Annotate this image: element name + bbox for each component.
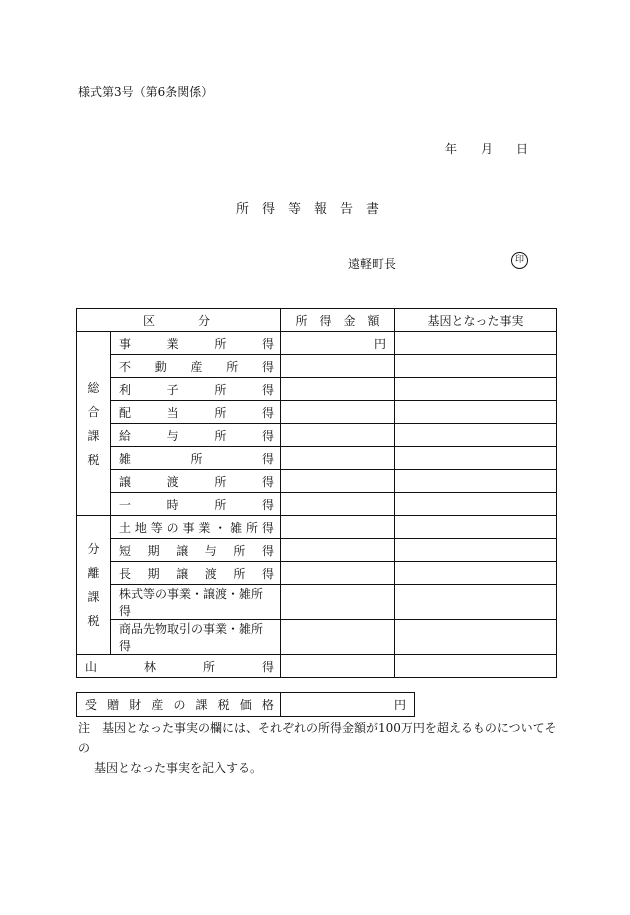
label-char: 事 <box>182 520 195 535</box>
title-char: 書 <box>366 202 380 217</box>
group-label-char: 総 <box>87 380 100 395</box>
label-char: 所 <box>246 520 259 535</box>
label-char: 雑 <box>230 520 243 535</box>
group-label-char: 離 <box>87 566 100 580</box>
label-char: 不 <box>119 359 132 374</box>
group-label-char: 分 <box>87 542 100 556</box>
label-char: 給 <box>119 428 132 443</box>
table-row <box>77 378 557 401</box>
label-char: 利 <box>119 382 132 397</box>
label-char: 区 <box>143 313 156 328</box>
table-row <box>77 655 557 678</box>
income-type-label <box>111 355 281 378</box>
label-char: 所 <box>214 382 227 397</box>
forest-income-label <box>77 655 281 678</box>
income-type-label <box>111 332 281 355</box>
income-amount-field[interactable] <box>281 355 395 378</box>
footnote <box>78 718 558 778</box>
income-amount-field[interactable] <box>281 470 395 493</box>
cause-field[interactable] <box>395 447 557 470</box>
label-char: 産 <box>151 698 164 712</box>
cause-field[interactable] <box>395 585 557 620</box>
label-char: の <box>166 520 179 535</box>
label-char: 分 <box>197 313 210 328</box>
income-amount-field[interactable] <box>281 378 395 401</box>
label-char: 時 <box>166 497 179 512</box>
seal-mark: 印 <box>511 252 528 269</box>
income-type-label <box>111 401 281 424</box>
label-char: 価 <box>239 698 252 712</box>
label-char: ・ <box>214 520 227 535</box>
label-char: 業 <box>166 336 179 351</box>
group-label-char: 課 <box>87 428 100 443</box>
income-type-label <box>111 378 281 401</box>
date-month: 月 <box>481 142 494 156</box>
label-char: 格 <box>261 698 274 712</box>
document-title <box>236 198 392 217</box>
income-amount-field[interactable] <box>281 516 395 539</box>
label-char: 与 <box>204 543 217 558</box>
label-char: 所 <box>233 566 246 581</box>
income-type-label <box>111 516 281 539</box>
income-type-label <box>111 562 281 585</box>
group-label-char: 合 <box>87 404 100 419</box>
label-char: 得 <box>261 359 274 374</box>
title-char: 所 <box>236 202 250 217</box>
table-row <box>77 447 557 470</box>
cause-field[interactable] <box>395 562 557 585</box>
header-amount: 所 得 金 額 <box>281 309 395 332</box>
income-amount-field[interactable] <box>281 539 395 562</box>
group-label <box>77 332 111 516</box>
label-char: 得 <box>261 428 274 443</box>
gift-tax-value-field[interactable]: 円 <box>281 693 415 717</box>
income-amount-field[interactable] <box>281 562 395 585</box>
group-label <box>77 516 111 655</box>
label-char: 譲 <box>176 543 189 558</box>
label-char: 子 <box>166 382 179 397</box>
label-char: 税 <box>217 698 230 712</box>
income-type-label: 株式等の事業・譲渡・雑所得 <box>111 585 281 620</box>
label-char: 地 <box>134 520 147 535</box>
income-amount-field[interactable] <box>281 424 395 447</box>
label-char: 得 <box>261 659 274 674</box>
label-char: 事 <box>119 336 132 351</box>
label-char: 得 <box>261 382 274 397</box>
label-char: 長 <box>119 566 132 581</box>
income-amount-field[interactable] <box>281 585 395 620</box>
label-char: 得 <box>261 543 274 558</box>
cause-field[interactable] <box>395 401 557 424</box>
label-char: 得 <box>261 497 274 512</box>
income-amount-field[interactable] <box>281 655 395 678</box>
label-char: 期 <box>147 566 160 581</box>
date-year: 年 <box>445 142 458 156</box>
label-char: 山 <box>85 659 98 674</box>
table-row <box>77 620 557 655</box>
label-char: 業 <box>198 520 211 535</box>
title-char: 等 <box>288 202 302 217</box>
table-row <box>77 585 557 620</box>
label-char: 動 <box>154 359 167 374</box>
title-char: 告 <box>340 202 354 217</box>
cause-field[interactable] <box>395 539 557 562</box>
table-row <box>77 355 557 378</box>
label-char: 財 <box>129 698 142 712</box>
income-type-label <box>111 470 281 493</box>
header-cause: 基因となった事実 <box>395 309 557 332</box>
income-amount-field[interactable] <box>281 401 395 424</box>
income-amount-field[interactable] <box>281 493 395 516</box>
gift-tax-table <box>76 692 415 717</box>
date-day: 日 <box>516 142 529 156</box>
label-char: 所 <box>233 543 246 558</box>
label-char: 得 <box>261 451 274 466</box>
label-char: 所 <box>214 405 227 420</box>
header-category <box>77 309 281 332</box>
label-char: 得 <box>261 405 274 420</box>
label-char: 期 <box>147 543 160 558</box>
label-char: 得 <box>261 336 274 351</box>
table-row <box>77 516 557 539</box>
income-type-label <box>111 447 281 470</box>
table-row <box>77 493 557 516</box>
label-char: 得 <box>261 474 274 489</box>
label-char: 産 <box>190 359 203 374</box>
cause-field[interactable] <box>395 424 557 447</box>
cause-field[interactable] <box>395 620 557 655</box>
cause-field[interactable] <box>395 516 557 539</box>
table-row <box>77 401 557 424</box>
cause-field[interactable] <box>395 493 557 516</box>
table-row <box>77 562 557 585</box>
label-char: 譲 <box>176 566 189 581</box>
label-char: 等 <box>150 520 163 535</box>
label-char: 所 <box>214 336 227 351</box>
cause-field[interactable] <box>395 378 557 401</box>
group-label-char: 税 <box>87 614 100 628</box>
label-char: 配 <box>119 405 132 420</box>
gift-tax-label <box>77 693 281 717</box>
cause-field[interactable] <box>395 655 557 678</box>
label-char: 短 <box>119 543 132 558</box>
label-char: 所 <box>226 359 239 374</box>
table-row <box>77 539 557 562</box>
label-char: 所 <box>190 451 203 466</box>
label-char: 所 <box>214 428 227 443</box>
income-type-label <box>111 493 281 516</box>
title-char: 報 <box>314 202 328 217</box>
group-label-char: 税 <box>87 452 100 467</box>
label-char: 土 <box>119 520 132 535</box>
label-char: 所 <box>214 474 227 489</box>
table-row <box>77 470 557 493</box>
table-row <box>77 332 557 355</box>
footnote-line-2: 基因となった事実を記入する。 <box>94 761 263 775</box>
cause-field[interactable] <box>395 470 557 493</box>
table-row <box>77 424 557 447</box>
income-table <box>76 308 557 678</box>
income-type-label <box>111 539 281 562</box>
income-amount-field[interactable]: 円 <box>281 332 395 355</box>
label-char: 受 <box>85 698 98 712</box>
label-char: 譲 <box>119 474 132 489</box>
income-type-label <box>111 424 281 447</box>
label-char: 渡 <box>166 474 179 489</box>
income-amount-field[interactable] <box>281 620 395 655</box>
title-char: 得 <box>262 202 276 217</box>
income-amount-field[interactable] <box>281 447 395 470</box>
footnote-line-1: 注 基因となった事実の欄には、それぞれの所得金額が100万円を超えるものについてその <box>78 721 557 755</box>
label-char: 渡 <box>204 566 217 581</box>
label-char: 林 <box>143 659 156 674</box>
label-char: の <box>173 698 186 712</box>
label-char: 一 <box>119 497 132 512</box>
cause-field[interactable] <box>395 355 557 378</box>
label-char: 得 <box>261 566 274 581</box>
addressee: 遠軽町長 <box>348 257 397 271</box>
label-char: 贈 <box>107 698 120 712</box>
cause-field[interactable] <box>395 332 557 355</box>
group-label-char: 課 <box>87 590 100 604</box>
label-char: 所 <box>202 659 215 674</box>
label-char: 当 <box>166 405 179 420</box>
label-char: 得 <box>261 520 274 535</box>
label-char: 課 <box>195 698 208 712</box>
label-char: 雑 <box>119 451 132 466</box>
income-type-label: 商品先物取引の事業・雑所得 <box>111 620 281 655</box>
label-char: 与 <box>166 428 179 443</box>
form-number: 様式第3号（第6条関係） <box>78 85 214 99</box>
label-char: 所 <box>214 497 227 512</box>
